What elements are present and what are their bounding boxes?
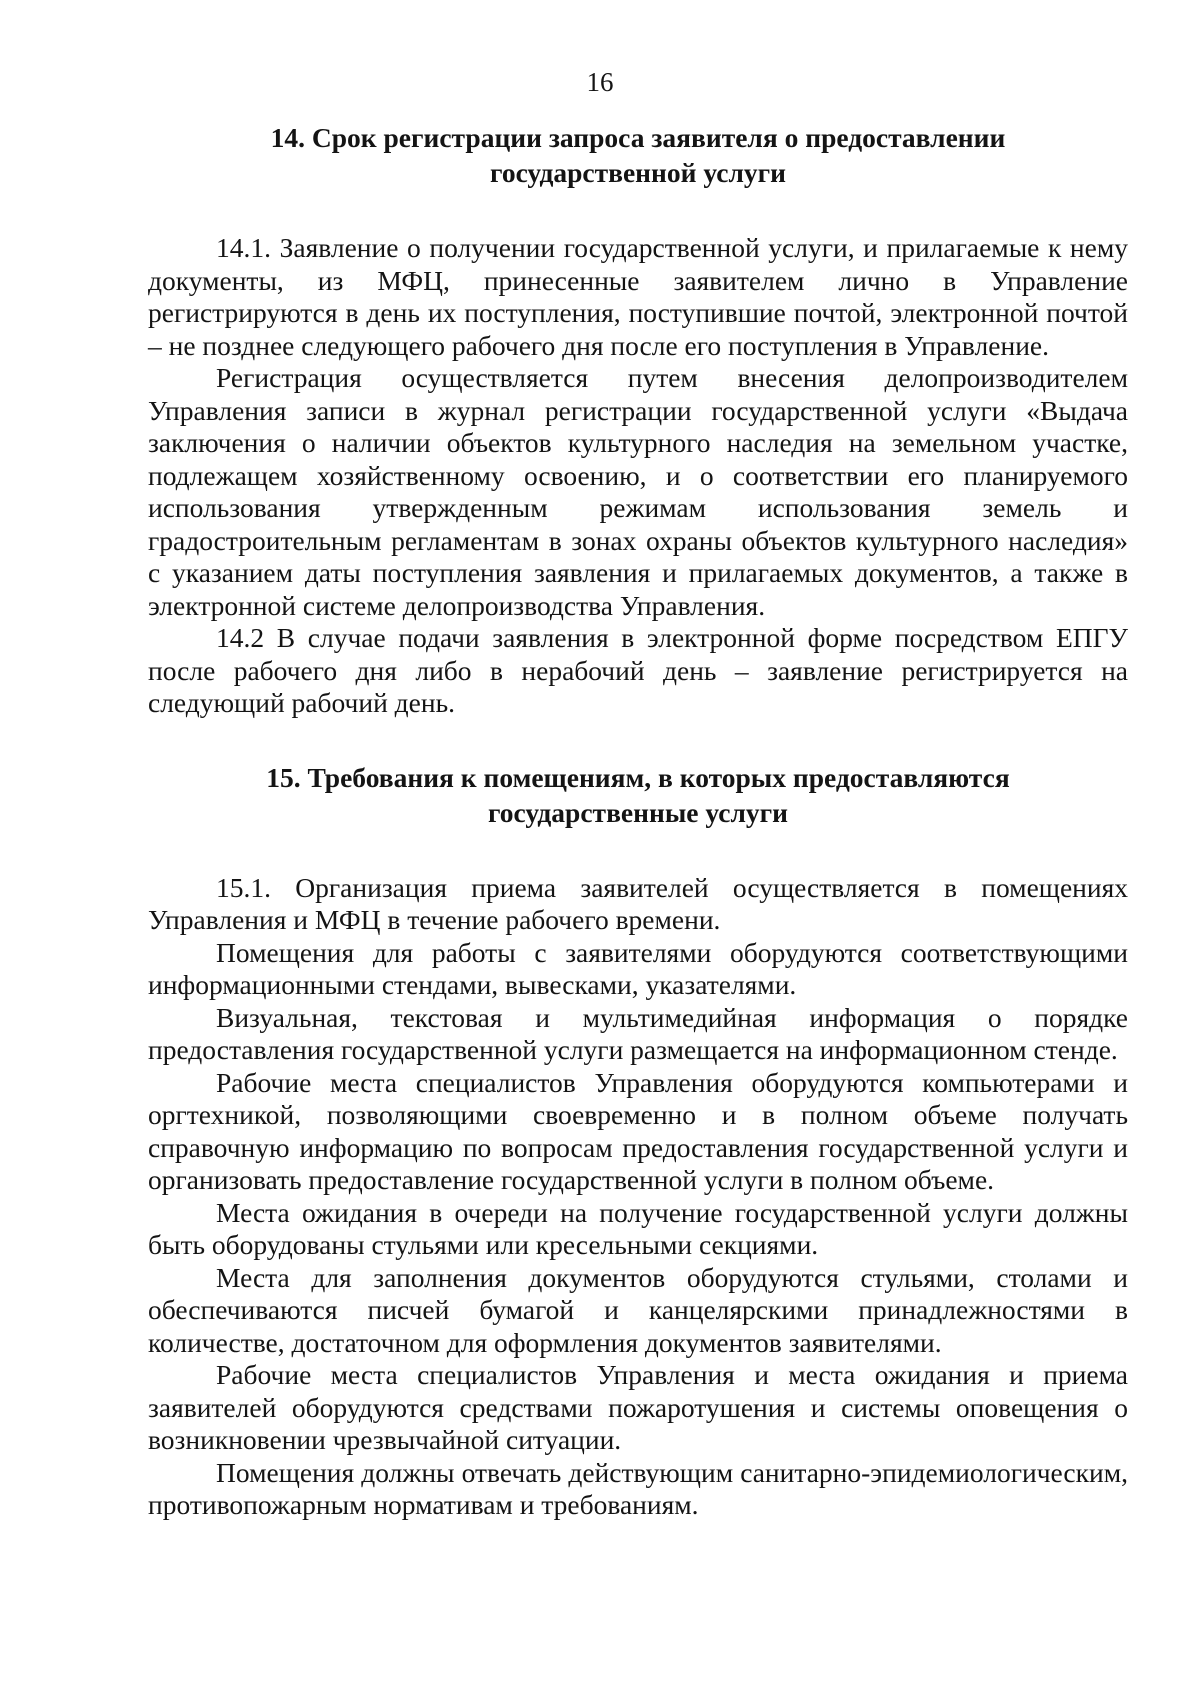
paragraph-15-sanitary: Помещения должны отвечать действующим санитарно-эпидемиологическим, противопожарным нормативам и требованиям. [148,1456,1128,1520]
paragraph-15-stands: Помещения для работы с заявителями оборудуются соответствующими информационными стендами, вывесками, указателями. [148,936,1128,1000]
section-14-title [148,120,1128,190]
section-15-title-line-1: 15. Требования к помещениям, в которых предоставляются [266,761,1010,793]
section-14-title-line-1: 14. Срок регистрации запроса заявителя о предоставлении [270,122,1006,153]
spacer [148,720,1128,760]
section-15-title-line-2: государственные услуги [487,796,788,828]
section-15-title [148,760,1128,830]
paragraph-15-workplaces: Рабочие места специалистов Управления оборудуются компьютерами и оргтехникой, позволяющими своевременно и в полном объеме получать справочную информацию по вопросам предоставления государственной услуги и организовать предоставление государственной услуги в полном объеме. [148,1066,1128,1195]
page-number: 16 [586,67,614,97]
paragraph-14-1: 14.1. Заявление о получении государственной услуги, и прилагаемые к нему документы, из МФЦ, принесенные заявителем лично в Управление регистрируются в день их поступления, поступившие почтой, электронной почтой – не позднее следующего рабочего дня после его поступления в Управление. [148,232,1128,361]
paragraph-14-2: 14.2 В случае подачи заявления в электронной форме посредством ЕПГУ после рабочего дня либо в нерабочий день – заявление регистрируется на следующий рабочий день. [148,622,1128,718]
spacer [148,830,1128,872]
section-14-title-line-2: государственной услуги [490,157,786,188]
paragraph-15-form-filling: Места для заполнения документов оборудуются стульями, столами и обеспечиваются писчей бумагой и канцелярскими принадлежностями в количестве, достаточном для оформления документов заявителями. [148,1261,1128,1358]
paragraph-15-fire-safety: Рабочие места специалистов Управления и места ожидания и приема заявителей оборудуются средствами пожаротушения и системы оповещения о возникновении чрезвычайной ситуации. [148,1359,1128,1455]
paragraph-15-visual-info: Визуальная, текстовая и мультимедийная информация о порядке предоставления государственной услуги размещается на информационном стенде. [148,1001,1128,1065]
paragraph-14-registration: Регистрация осуществляется путем внесения делопроизводителем Управления записи в журнал регистрации государственной услуги «Выдача заключения о наличии объектов культурного наследия на земельном участке, подлежащем хозяйственному освоению, и о соответствии его планируемого использования утвержденным режимам использования земель и градостроительным регламентам в зонах охраны объектов культурного наследия» с указанием даты поступления заявления и прилагаемых документов, а также в электронной системе делопроизводства Управления. [148,362,1128,621]
paragraph-15-waiting-areas: Места ожидания в очереди на получение государственной услуги должны быть оборудованы стульями или кресельными секциями. [148,1196,1128,1260]
paragraph-15-1: 15.1. Организация приема заявителей осуществляется в помещениях Управления и МФЦ в течение рабочего времени. [148,871,1128,935]
spacer [148,190,1128,232]
document-body [148,120,1128,1522]
